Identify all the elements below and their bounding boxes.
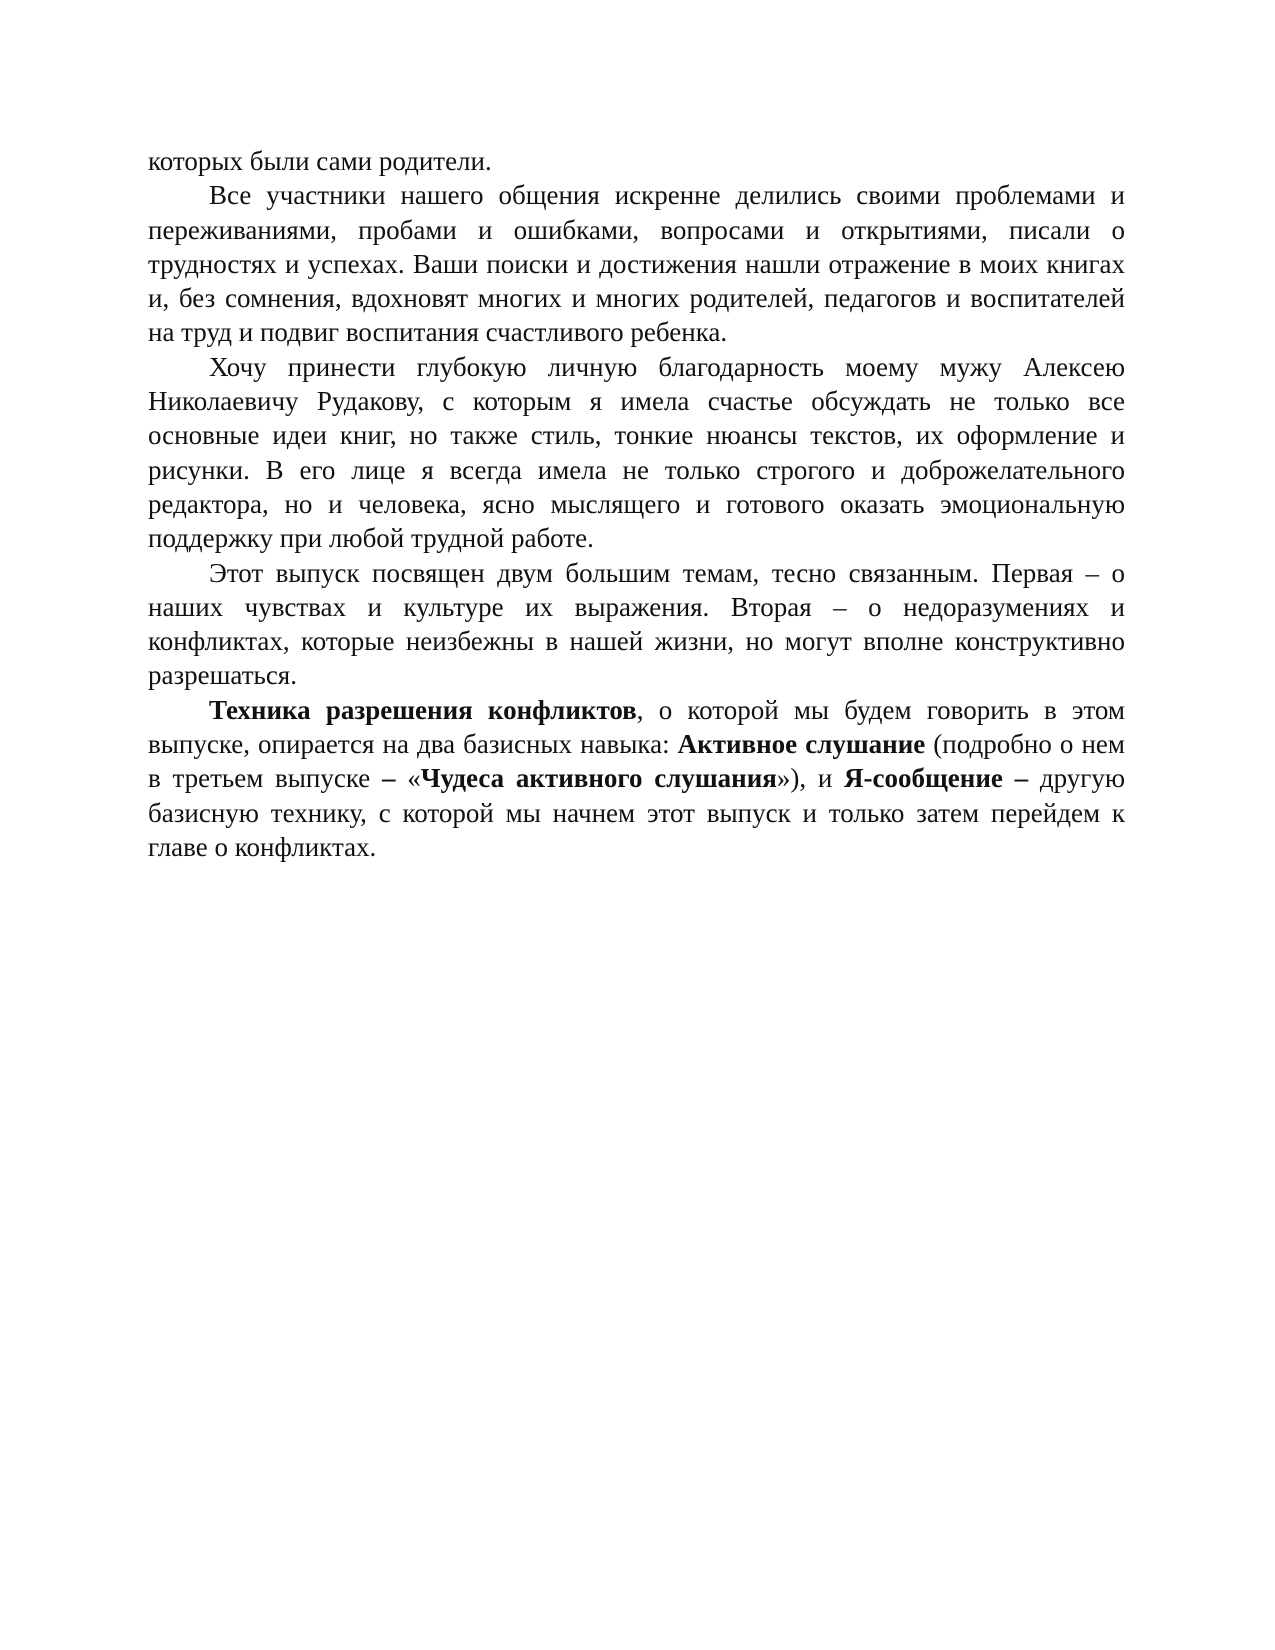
paragraph-participants: Все участники нашего общения искренне делились своими проблемами и переживаниями, пробами и ошибками, вопросами и открытиями, писали о трудностях и успехах. Ваши поиски и достижения нашли отражение в моих книгах и, без сомнения, вдохновят многих и многих родителей, педагогов и воспитателей на труд и подвиг воспитания счастливого ребенка.: [148, 180, 1125, 348]
paragraph-topics: Этот выпуск посвящен двум большим темам, тесно связанным. Первая – о наших чувствах и культуре их выражения. Вторая – о недоразумениях и конфликтах, которые неизбежны в нашей жизни, но могут вполне конструктивно разрешаться.: [148, 557, 1125, 691]
text-segment: »), и: [776, 763, 845, 794]
bold-title-miracles: Чудеса активного слушания: [420, 763, 777, 794]
bold-term-i-message: Я-сообщение –: [844, 763, 1029, 794]
bold-term-active-listening: Активное слушание: [677, 729, 926, 760]
document-page: [148, 144, 1125, 864]
text-segment: другую базисную технику, с которой мы начнем этот выпуск и только затем перейдем к главе о конфликтах.: [148, 763, 1125, 862]
paragraph-technique: [148, 693, 1125, 864]
text-segment: «: [395, 763, 421, 794]
text-segment: , о которой мы будем говорить в этом выпуске, опирается на два базисных навыка:: [148, 694, 1125, 760]
paragraph-continuation: которых были сами родители.: [148, 146, 492, 176]
bold-term-conflict-technique: Техника разрешения конфликтов: [209, 694, 637, 725]
paragraph-gratitude: Хочу принести глубокую личную благодарность моему мужу Алексею Николаевичу Рудакову, с которым я имела счастье обсуждать не только все основные идеи книг, но также стиль, тонкие нюансы текстов, их оформление и рисунки. В его лице я всегда имела не только строгого и доброжелательного редактора, но и человека, ясно мыслящего и готового оказать эмоциональную поддержку при любой трудной работе.: [148, 351, 1125, 554]
text-segment: (подробно о нем в третьем выпуске: [148, 729, 1126, 794]
bold-dash: –: [382, 763, 396, 794]
